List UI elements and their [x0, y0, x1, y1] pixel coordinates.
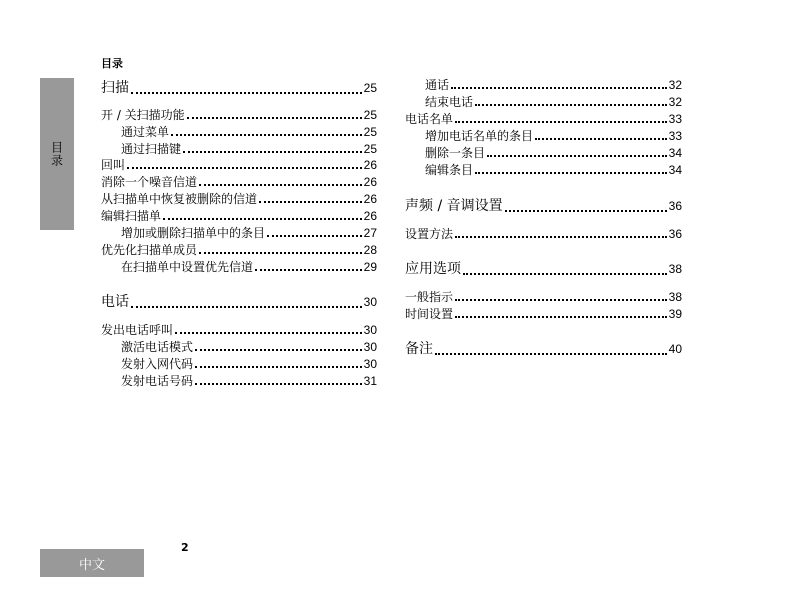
toc-entry-page: 30 — [363, 340, 377, 354]
toc-entry-title: 结束电话 — [425, 95, 474, 109]
toc-entry[interactable] — [101, 294, 377, 311]
toc-entry[interactable] — [405, 307, 682, 321]
toc-entry-title: 增加或删除扫描单中的条目 — [121, 226, 266, 240]
dot-leader — [463, 273, 667, 275]
language-tab — [40, 549, 144, 577]
toc-entry[interactable] — [101, 209, 377, 223]
dot-leader — [195, 349, 362, 351]
dot-leader — [475, 172, 667, 174]
toc-entry[interactable] — [101, 108, 377, 122]
toc-entry-page: 34 — [668, 163, 682, 177]
dot-leader — [163, 218, 362, 220]
dot-leader — [267, 235, 362, 237]
toc-entry-page: 36 — [668, 199, 682, 213]
toc-entry-title: 在扫描单中设置优先信道 — [121, 260, 254, 274]
toc-entry[interactable] — [405, 95, 682, 109]
toc-entry-page: 31 — [363, 374, 377, 388]
dot-leader — [187, 117, 362, 119]
toc-entry[interactable] — [101, 192, 377, 206]
toc-entry-title: 从扫描单中恢复被删除的信道 — [101, 192, 258, 206]
toc-entry[interactable] — [101, 260, 377, 274]
dot-leader — [171, 134, 362, 136]
toc-entry[interactable] — [405, 129, 682, 143]
toc-entry-page: 26 — [363, 209, 377, 223]
toc-entry[interactable] — [101, 142, 377, 156]
toc-entry-page: 38 — [668, 290, 682, 304]
toc-entry-title: 发出电话呼叫 — [101, 323, 174, 337]
toc-entry-page: 28 — [363, 243, 377, 257]
toc-entry-title: 消除一个噪音信道 — [101, 175, 198, 189]
toc-entry[interactable] — [101, 175, 377, 189]
toc-entry[interactable] — [405, 112, 682, 126]
dot-leader — [455, 121, 667, 123]
toc-entry-title: 应用选项 — [405, 261, 461, 277]
dot-leader — [455, 236, 667, 238]
toc-entry[interactable] — [101, 158, 377, 172]
toc-entry[interactable] — [405, 78, 682, 92]
toc-entry[interactable] — [405, 261, 682, 278]
toc-entry[interactable] — [405, 198, 682, 215]
dot-leader — [259, 201, 362, 203]
toc-entry-title: 增加电话名单的条目 — [425, 129, 534, 143]
toc-entry[interactable] — [101, 340, 377, 354]
toc-entry-title: 发射入网代码 — [121, 357, 194, 371]
toc-entry[interactable] — [405, 163, 682, 177]
side-section-tab — [40, 78, 74, 230]
toc-entry-title: 编辑条目 — [425, 163, 474, 177]
toc-entry-page: 39 — [668, 307, 682, 321]
language-tab-label: 中文 — [78, 557, 105, 573]
side-tab-label: 目录 — [49, 141, 64, 167]
toc-entry-title: 通过菜单 — [121, 125, 170, 139]
toc-entry[interactable] — [101, 125, 377, 139]
page-number: 2 — [181, 541, 189, 554]
toc-entry-page: 33 — [668, 129, 682, 143]
toc-entry[interactable] — [405, 290, 682, 304]
dot-leader — [255, 269, 362, 271]
dot-leader — [435, 353, 667, 355]
dot-leader — [505, 210, 667, 212]
dot-leader — [535, 138, 667, 140]
dot-leader — [455, 316, 667, 318]
toc-entry-title: 编辑扫描单 — [101, 209, 162, 223]
dot-leader — [127, 167, 362, 169]
toc-entry-title: 扫描 — [101, 80, 129, 96]
toc-entry[interactable] — [101, 226, 377, 240]
dot-leader — [131, 306, 362, 308]
toc-entry-page: 34 — [668, 146, 682, 160]
toc-entry-page: 29 — [363, 260, 377, 274]
toc-entry[interactable] — [101, 243, 377, 257]
toc-entry-title: 回叫 — [101, 158, 126, 172]
toc-entry-page: 25 — [363, 81, 377, 95]
toc-entry[interactable] — [405, 227, 682, 241]
dot-leader — [487, 155, 667, 157]
toc-entry[interactable] — [101, 80, 377, 97]
dot-leader — [175, 332, 362, 334]
toc-entry-title: 电话 — [101, 294, 129, 310]
toc-entry-page: 30 — [363, 323, 377, 337]
toc-entry-title: 时间设置 — [405, 307, 454, 321]
toc-entry-title: 声频 / 音调设置 — [405, 198, 503, 214]
toc-entry-page: 26 — [363, 175, 377, 189]
dot-leader — [475, 104, 667, 106]
toc-entry-title: 备注 — [405, 341, 433, 357]
dot-leader — [195, 366, 362, 368]
toc-entry[interactable] — [405, 341, 682, 358]
toc-entry-title: 开 / 关扫描功能 — [101, 108, 185, 122]
toc-entry-page: 26 — [363, 192, 377, 206]
toc-entry[interactable] — [405, 146, 682, 160]
dot-leader — [199, 252, 362, 254]
toc-entry-title: 一般指示 — [405, 290, 454, 304]
toc-entry-page: 26 — [363, 158, 377, 172]
dot-leader — [195, 383, 362, 385]
toc-entry-page: 25 — [363, 125, 377, 139]
toc-entry-page: 38 — [668, 262, 682, 276]
toc-entry-page: 33 — [668, 112, 682, 126]
dot-leader — [199, 184, 362, 186]
dot-leader — [455, 299, 667, 301]
toc-entry-page: 40 — [668, 342, 682, 356]
toc-entry[interactable] — [101, 357, 377, 371]
dot-leader — [451, 87, 667, 89]
toc-entry-title: 通过扫描键 — [121, 142, 182, 156]
toc-entry-title: 电话名单 — [405, 112, 454, 126]
toc-entry[interactable] — [101, 323, 377, 337]
toc-entry-title: 优先化扫描单成员 — [101, 243, 198, 257]
toc-entry-page: 32 — [668, 78, 682, 92]
toc-heading: 目录 — [101, 57, 123, 70]
toc-entry-title: 激活电话模式 — [121, 340, 194, 354]
toc-entry-page: 25 — [363, 142, 377, 156]
toc-entry-title: 通话 — [425, 78, 450, 92]
toc-entry-page: 27 — [363, 226, 377, 240]
toc-entry-title: 删除一条目 — [425, 146, 486, 160]
toc-entry-page: 36 — [668, 227, 682, 241]
toc-entry-title: 设置方法 — [405, 227, 454, 241]
toc-entry-page: 32 — [668, 95, 682, 109]
toc-entry[interactable] — [101, 374, 377, 388]
toc-entry-page: 30 — [363, 357, 377, 371]
dot-leader — [131, 92, 362, 94]
toc-entry-page: 30 — [363, 295, 377, 309]
toc-entry-page: 25 — [363, 108, 377, 122]
toc-entry-title: 发射电话号码 — [121, 374, 194, 388]
dot-leader — [183, 151, 362, 153]
